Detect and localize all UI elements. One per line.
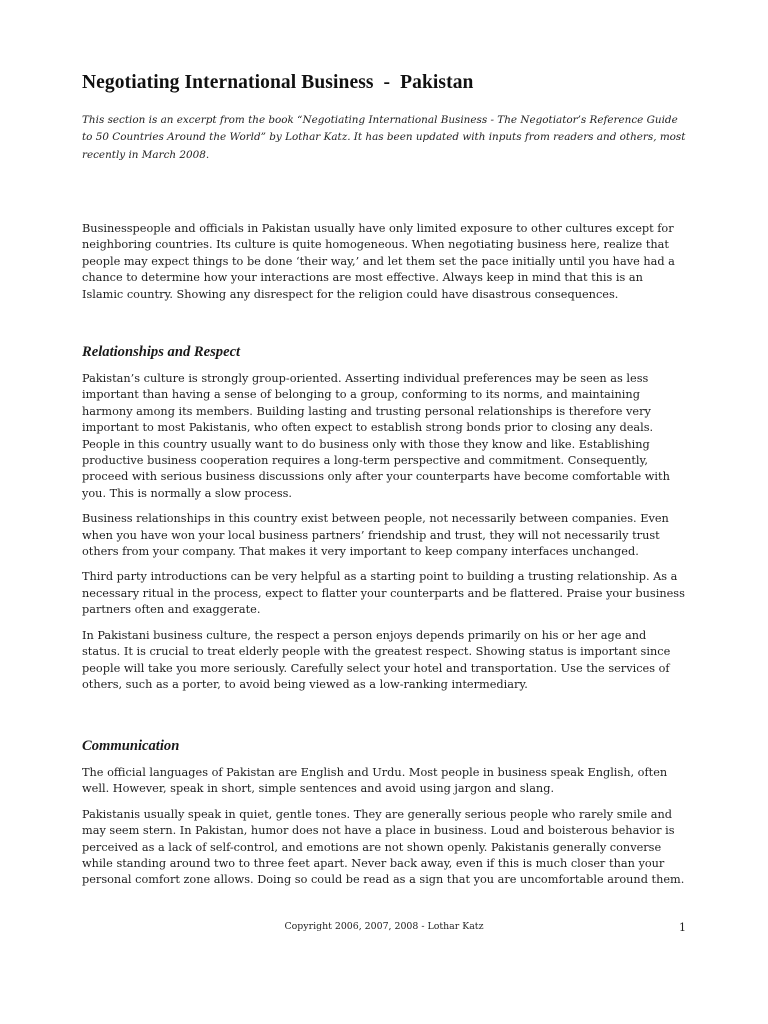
paragraph: Pakistan’s culture is strongly group-oriented. Asserting individual preferences may be seen as less important than having a sense of belonging to a group, conforming to its norms, and maintaining harmony among its members. Building lasting and trusting personal relationships is therefore very important to most Pakistanis, who often expect to establish strong bonds prior to closing any deals. People in this country usually want to do business only with those they know and like. Establishing productive business cooperation requires a long-term perspective and commitment. Consequently, proceed with serious business discussions only after your counterparts have become comfortable with you. This is normally a slow process. <box>82 372 670 500</box>
section-heading: Relationships and Respect <box>82 344 241 360</box>
paragraph: Pakistanis usually speak in quiet, gentle tones. They are generally serious people who rarely smile and may seem stern. In Pakistan, humor does not have a place in business. Loud and boisterous behavior is perceived as a lack of self-control, and emotions are not shown openly. Pakistanis generally converse while standing around two to three feet apart. Never back away, even if this is much closer than your personal comfort zone allows. Doing so could be read as a sign that you are uncomfortable around them. <box>82 807 685 887</box>
paragraph: In Pakistani business culture, the respect a person enjoys depends primarily on his or her age and status. It is crucial to treat elderly people with the greatest respect. Showing status is important since people will take you more seriously. Carefully select your hotel and transportation. Use the services of others, such as a porter, to avoid being viewed as a low-ranking intermediary. <box>82 628 671 691</box>
paragraph: Business relationships in this country exist between people, not necessarily between companies. Even when you have won your local business partners’ friendship and trust, they will not necessarily trust others from your company. That makes it very important to keep company interfaces unchanged. <box>82 512 669 559</box>
paragraph: Third party introductions can be very helpful as a starting point to building a trusting relationship. As a necessary ritual in the process, expect to flatter your counterparts and be flattered. Praise your business partners often and exaggerate. <box>82 570 685 617</box>
section-heading: Communication <box>82 738 180 754</box>
page-title: Negotiating International Business - Pakistan <box>82 72 474 93</box>
overview-paragraph: Businesspeople and officials in Pakistan usually have only limited exposure to other cultures except for neighboring countries. Its culture is quite homogeneous. When negotiating business here, realize that people may expect things to be done ‘their way,’ and let them set the pace initially until you have had a chance to determine how your interactions are most effective. Always keep in mind that this is an Islamic country. Showing any disrespect for the religion could have disastrous consequences. <box>82 222 675 301</box>
copyright-text: Copyright 2006, 2007, 2008 - Lothar Katz <box>284 921 484 932</box>
overview-section <box>82 221 686 312</box>
section-relationships-and-respect <box>82 342 686 702</box>
paragraph: The official languages of Pakistan are English and Urdu. Most people in business speak English, often well. However, speak in short, simple sentences and avoid using jargon and slang. <box>82 766 668 796</box>
section-communication <box>82 736 686 898</box>
intro-note: This section is an excerpt from the book “Negotiating International Business - The Negotiator’s Reference Guide to 50 Countries Around the World” by Lothar Katz. It has been updated with inputs from readers and others, most recently in March 2008. <box>82 114 686 161</box>
page-number: 1 <box>679 921 686 934</box>
